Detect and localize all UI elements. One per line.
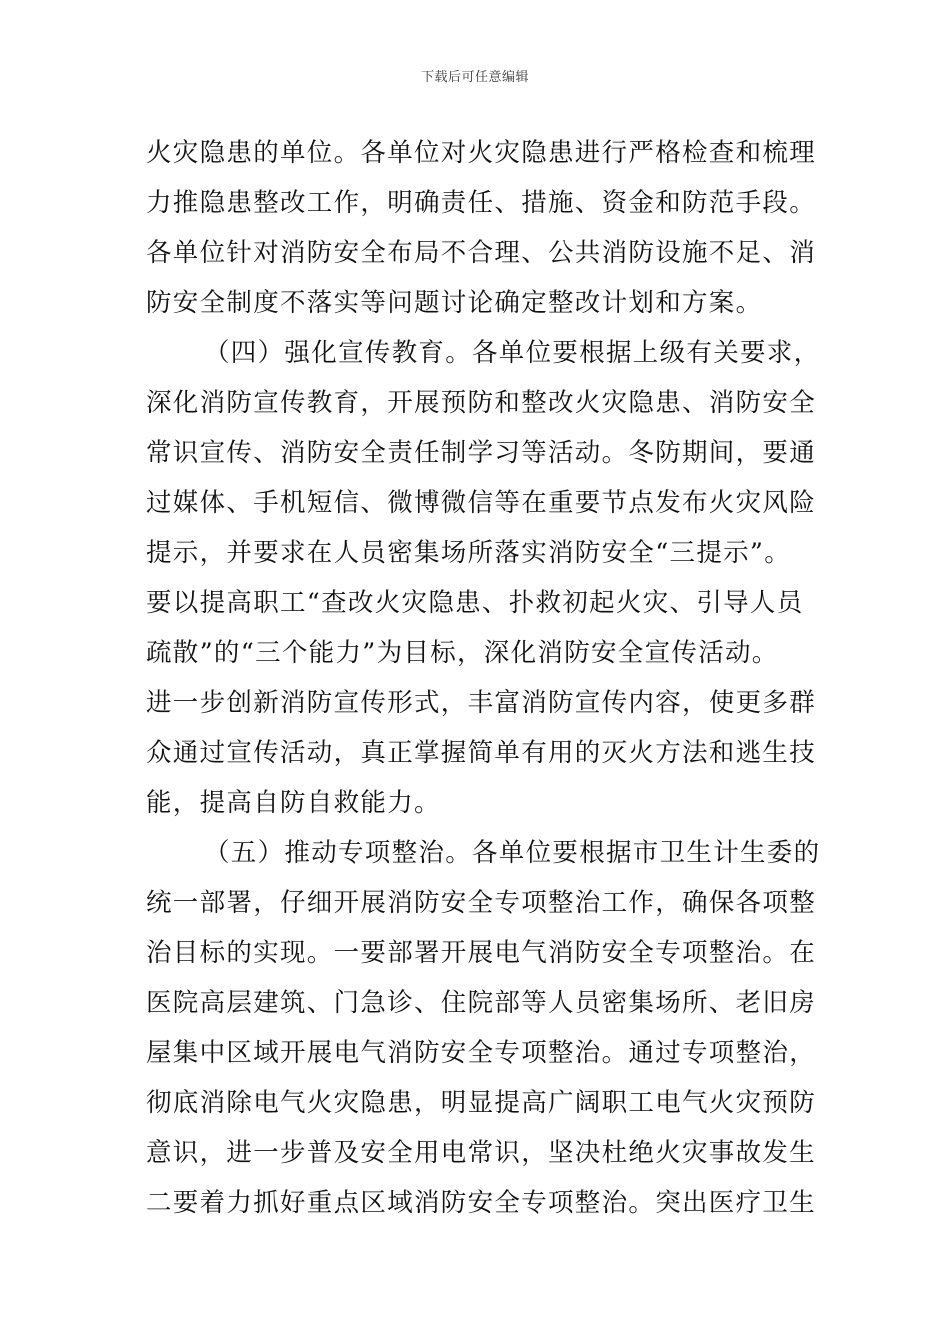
text-line: 屋集中区域开展电气消防安全专项整治。通过专项整治， — [146, 1038, 817, 1068]
header-note: 下载后可任意编辑 — [420, 70, 529, 85]
text-line: 力推隐患整改工作，明确责任、措施、资金和防范手段。 — [146, 188, 817, 218]
text-line: 众通过宣传活动，真正掌握简单有用的灭火方法和逃生技 — [146, 738, 817, 768]
text-line: 疏散”的“三个能力”为目标，深化消防安全宣传活动。 — [146, 638, 779, 668]
text-line: 深化消防宣传教育，开展预防和整改火灾隐患、消防安全 — [146, 388, 817, 418]
text-line: 二要着力抓好重点区域消防安全专项整治。突出医疗卫生 — [146, 1188, 817, 1218]
text-line: 统一部署，仔细开展消防安全专项整治工作，确保各项整 — [146, 888, 817, 918]
paragraph-heading-line: （五）推动专项整治。各单位要根据市卫生计生委的 — [204, 838, 821, 868]
text-line: 治目标的实现。一要部署开展电气消防安全专项整治。在 — [146, 938, 817, 968]
document-body — [146, 128, 821, 1228]
text-line: 意识，进一步普及安全用电常识，坚决杜绝火灾事故发生 — [146, 1138, 817, 1168]
text-line: 医院高层建筑、门急诊、住院部等人员密集场所、老旧房 — [146, 988, 817, 1018]
text-line: 防安全制度不落实等问题讨论确定整改计划和方案。 — [146, 288, 763, 318]
text-line: 提示，并要求在人员密集场所落实消防安全“三提示”。 — [146, 538, 792, 568]
text-line: 彻底消除电气火灾隐患，明显提高广阔职工电气火灾预防 — [146, 1088, 817, 1118]
text-line: 火灾隐患的单位。各单位对火灾隐患进行严格检查和梳理 — [146, 138, 817, 168]
paragraph-heading-line: （四）强化宣传教育。各单位要根据上级有关要求， — [204, 338, 821, 368]
text-line: 各单位针对消防安全布局不合理、公共消防设施不足、消 — [146, 238, 817, 268]
text-line: 常识宣传、消防安全责任制学习等活动。冬防期间，要通 — [146, 438, 817, 468]
text-line: 进一步创新消防宣传形式，丰富消防宣传内容，使更多群 — [146, 688, 817, 718]
text-line: 要以提高职工“查改火灾隐患、扑救初起火灾、引导人员 — [146, 588, 804, 618]
text-line: 过媒体、手机短信、微博微信等在重要节点发布火灾风险 — [146, 488, 817, 518]
text-line: 能，提高自防自救能力。 — [146, 788, 441, 818]
